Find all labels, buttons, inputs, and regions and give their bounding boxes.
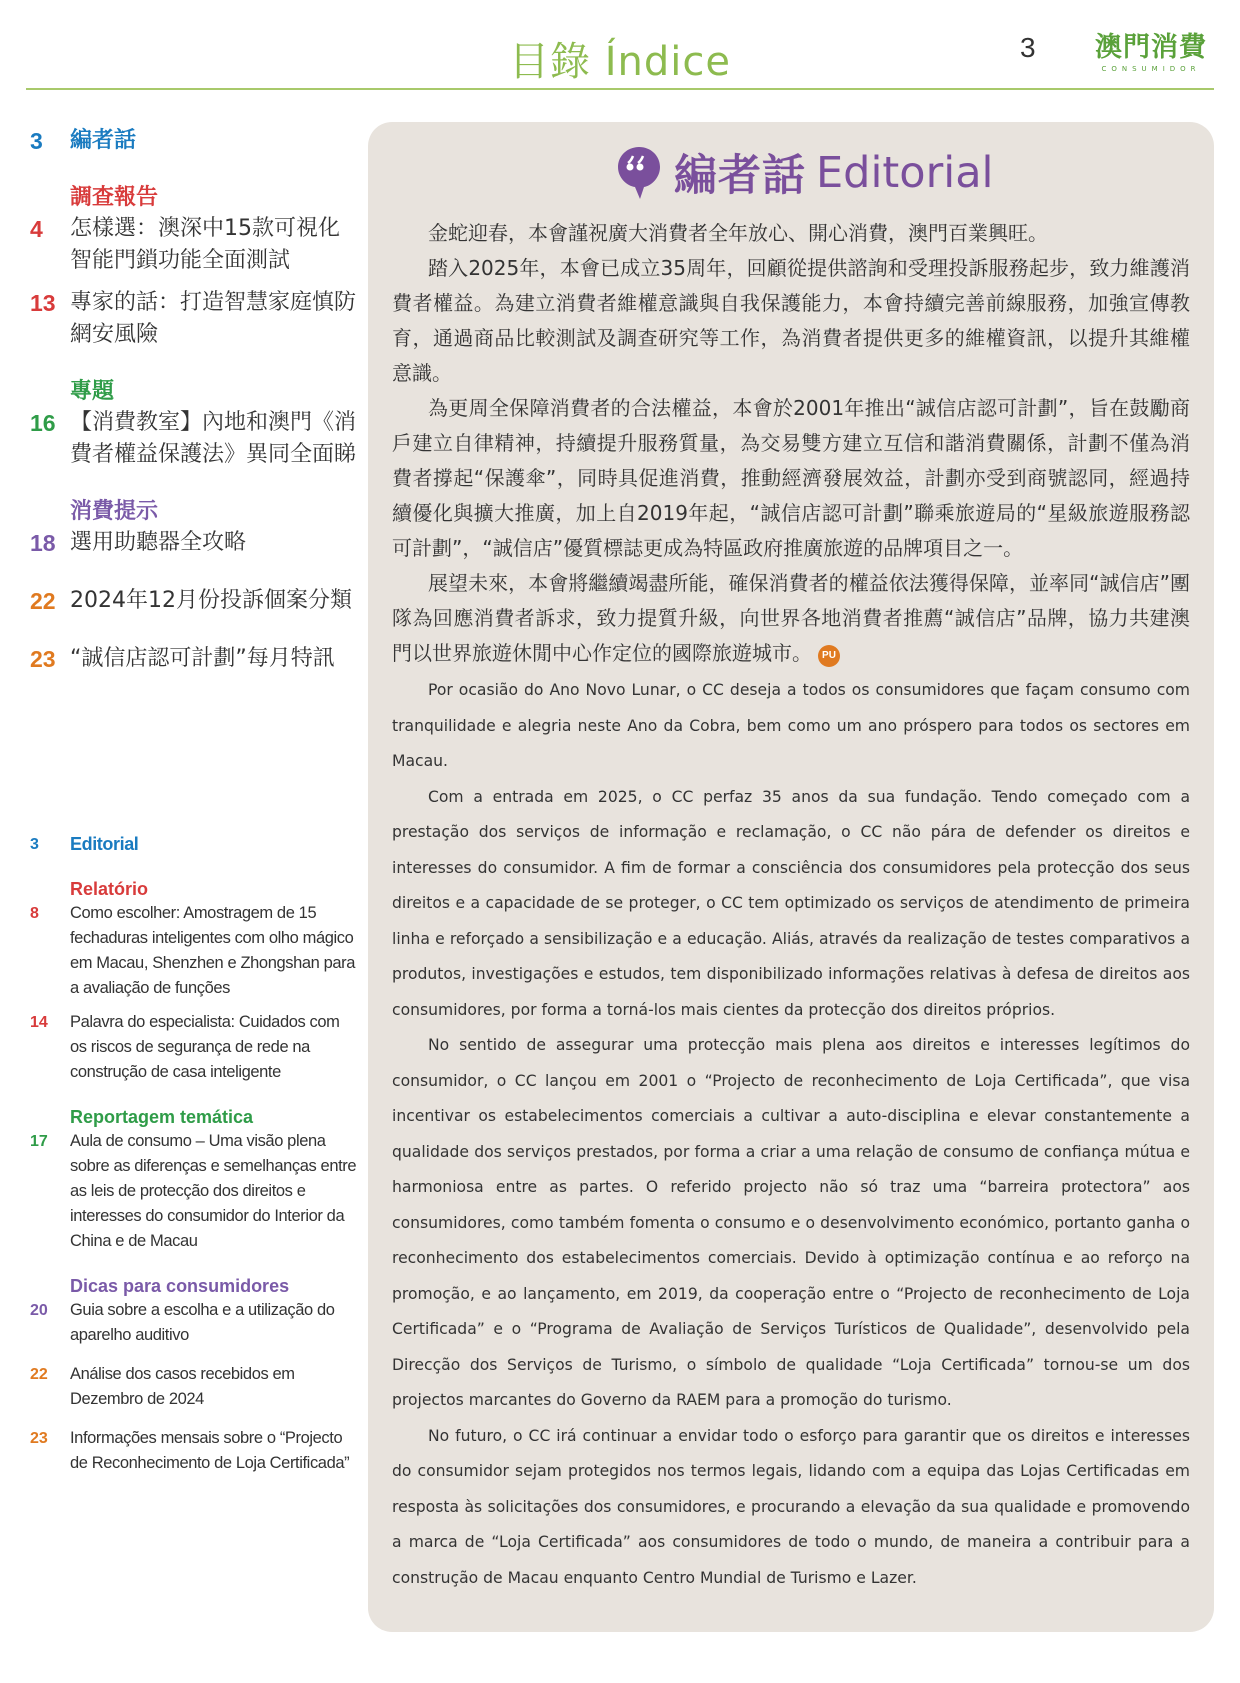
editorial-paragraph-pt: Com a entrada em 2025, o CC perfaz 35 anos da sua fundação. Tendo começado com a prestação dos serviços de informação e reclamação, o CC não pára de defender os direitos e interesses do consumidor. A fim de formar a consciência dos consumidores pela protecção dos seus direitos e a capacidade de se proteger, o CC tem optimizado os serviços de atendimento de primeira linha e reforçado a sensibilização e a educação. Aliás, através da realização de testes comparativos a produtos, investigações e estudos, tem disponibilizado informações relativas à defesa de direitos aos consumidores, por forma a torná-los mais cientes da protecção dos direitos próprios. bbox=[392, 787, 1190, 1019]
toc-entry[interactable] bbox=[30, 125, 360, 157]
logo-main-text: 澳門消費 bbox=[1095, 32, 1207, 63]
toc-entry-title: Guia sobre a escolha e a utilização do aparelho auditivo bbox=[70, 1301, 335, 1344]
toc-section-heading: Relatório bbox=[70, 879, 149, 899]
editorial-paragraph-zh: 金蛇迎春，本會謹祝廣大消費者全年放心、開心消費，澳門百業興旺。 bbox=[428, 221, 1048, 245]
editorial-paragraph-pt: Por ocasião do Ano Novo Lunar, o CC deseja a todos os consumidores que façam consumo com tranquilidade e alegria neste Ano da Cobra, bem como um ano próspero para todos os sectores em Macau. bbox=[392, 681, 1190, 770]
toc-section-heading: 消費提示 bbox=[70, 499, 159, 524]
toc-section-heading: 專題 bbox=[70, 379, 115, 404]
toc-entry[interactable] bbox=[30, 1129, 360, 1254]
toc-page-number: 18 bbox=[30, 530, 56, 556]
page-number: 3 bbox=[1020, 32, 1036, 63]
toc-page-number: 8 bbox=[30, 905, 39, 922]
toc-page-number: 3 bbox=[30, 128, 43, 154]
logo-sub-text: CONSUMIDOR bbox=[1101, 65, 1201, 73]
toc-page-number: 22 bbox=[30, 588, 56, 614]
pu-end-mark-icon: PU bbox=[818, 645, 840, 667]
toc-page-number: 23 bbox=[30, 646, 56, 672]
toc-entry-title: Editorial bbox=[70, 834, 139, 854]
editorial-title-zh: 編者話 bbox=[674, 151, 806, 201]
toc-entry-title: “誠信店認可計劃”每月特訊 bbox=[70, 646, 335, 671]
page-title: 目錄 Índice bbox=[509, 39, 731, 85]
toc-entry[interactable] bbox=[30, 1298, 360, 1348]
editorial-paragraph-pt: No sentido de assegurar uma protecção mais plena aos direitos e interesses legítimos do consumidor, o CC lançou em 2001 o “Projecto de reconhecimento de Loja Certificada”, que visa incentivar os estabelecimentos comerciais a cultivar a auto-disciplina e elevar constantemente a qualidade dos serviços prestados, por forma a criar a uma relação de consumo de confiança mútua e harmoniosa entre as partes. O referido projecto não só traz uma “barreira protectora” aos consumidores, como também fomenta o consumo e o desenvolvimento económico, portanto ganha o reconhecimento dos estabelecimentos comerciais. Devido à optimização contínua e ao reforço na promoção, e ao lançamento, em 2019, da cooperação entre o “Projecto de reconhecimento de Loja Certificada” e o “Programa de Avaliação de Serviços Turísticos de Qualidade”, desenvolvido pela Direcção dos Serviços de Turismo, o símbolo de qualidade “Loja Certificada” tornou-se um dos projectos marcantes do Governo da RAEM para a promoção do turismo. bbox=[392, 1036, 1190, 1409]
toc-entry[interactable] bbox=[30, 287, 360, 351]
toc-page-number: 4 bbox=[30, 216, 43, 242]
toc-entry-title: Informações mensais sobre o “Projecto de Reconhecimento de Loja Certificada” bbox=[70, 1429, 350, 1472]
toc-section-heading: 調查報告 bbox=[70, 185, 159, 210]
toc-entry[interactable] bbox=[30, 527, 360, 559]
toc-entry[interactable] bbox=[30, 832, 360, 857]
editorial-heading bbox=[616, 142, 994, 203]
toc-entry[interactable] bbox=[30, 585, 360, 617]
editorial-paragraph-zh bbox=[392, 566, 1190, 671]
toc-page-number: 23 bbox=[30, 1430, 48, 1447]
editorial-paragraph-pt: No futuro, o CC irá continuar a envidar todo o esforço para garantir que os direitos e interesses do consumidor sejam protegidos nos termos legais, lidando com a equipa das Lojas Certificadas em resposta às solicitações dos consumidores, e procurando a elevação da sua qualidade e promovendo a marca de “Loja Certificada” aos consumidores de todo o mundo, de maneira a contribuir para a construção de Macau enquanto Centro Mundial de Turismo e Lazer. bbox=[392, 1426, 1190, 1587]
page-header bbox=[26, 0, 1214, 90]
toc-entry[interactable] bbox=[30, 901, 360, 1001]
editorial-paragraph-zh: 為更周全保障消費者的合法權益，本會於2001年推出“誠信店認可計劃”，旨在鼓勵商戶建立自律精神，持續提升服務質量，為交易雙方建立互信和諧消費關係，計劃不僅為消費者撐起“保護傘”，同時具促進消費，推動經濟發展效益，計劃亦受到商號認同，經過持續優化與擴大推廣，加上自2019年起，“誠信店認可計劃”聯乘旅遊局的“星級旅遊服務認可計劃”，“誠信店”優質標誌更成為特區政府推廣旅遊的品牌項目之一。 bbox=[392, 396, 1190, 560]
toc-entry-title: Palavra do especialista: Cuidados com os riscos de segurança de rede na construção de casa inteligente bbox=[70, 1013, 340, 1081]
toc-entry-title: 選用助聽器全攻略 bbox=[70, 530, 247, 555]
toc-entry-title: Análise dos casos recebidos em Dezembro de 2024 bbox=[70, 1365, 295, 1408]
toc-portuguese bbox=[30, 832, 360, 1476]
magazine-logo bbox=[1088, 32, 1214, 74]
toc-entry-title: Aula de consumo – Uma visão plena sobre as diferenças e semelhanças entre as leis de protecção dos direitos e interesses do consumidor do Interior da China e de Macau bbox=[70, 1132, 357, 1250]
toc-page-number: 17 bbox=[30, 1133, 48, 1150]
toc-entry[interactable] bbox=[30, 643, 360, 675]
toc-entry[interactable] bbox=[30, 1362, 360, 1412]
toc-entry[interactable] bbox=[30, 407, 360, 471]
toc-entry[interactable] bbox=[30, 1010, 360, 1085]
toc-entry-title: 編者話 bbox=[70, 128, 137, 153]
editorial-paragraph-zh: 踏入2025年，本會已成立35周年，回顧從提供諮詢和受理投訴服務起步，致力維護消費者權益。為建立消費者維權意識與自我保護能力，本會持續完善前線服務，加強宣傳教育，通過商品比較測試及調查研究等工作，為消費者提供更多的維權資訊，以提升其維權意識。 bbox=[392, 256, 1190, 385]
editorial-body bbox=[392, 216, 1190, 1596]
toc-section-heading: Dicas para consumidores bbox=[70, 1276, 290, 1296]
toc-entry-title: Como escolher: Amostragem de 15 fechaduras inteligentes com olho mágico em Macau, Shenzhen e Zhongshan para a avaliação de funções bbox=[70, 904, 356, 997]
toc-entry[interactable] bbox=[30, 1426, 360, 1476]
toc-page-number: 20 bbox=[30, 1302, 48, 1319]
toc-page-number: 14 bbox=[30, 1014, 48, 1031]
editorial-title-en: Editorial bbox=[816, 147, 994, 198]
toc-entry-title: 專家的話：打造智慧家庭慎防網安風險 bbox=[70, 290, 357, 347]
toc-page-number: 22 bbox=[30, 1366, 48, 1383]
toc-page-number: 16 bbox=[30, 410, 56, 436]
toc-page-number: 13 bbox=[30, 290, 56, 316]
editorial-panel bbox=[368, 122, 1214, 1632]
toc-entry-title: 怎樣選：澳深中15款可視化智能門鎖功能全面測試 bbox=[70, 216, 340, 273]
editorial-paragraph-text: 展望未來，本會將繼續竭盡所能，確保消費者的權益依法獲得保障，並率同“誠信店”團隊為回應消費者訴求，致力提質升級，向世界各地消費者推薦“誠信店”品牌，協力共建澳門以世界旅遊休閒中心作定位的國際旅遊城市。 bbox=[392, 571, 1190, 665]
toc-entry-title: 2024年12月份投訴個案分類 bbox=[70, 588, 352, 613]
toc-page-number: 3 bbox=[30, 836, 39, 853]
toc-entry-title: 【消費教室】內地和澳門《消費者權益保護法》異同全面睇 bbox=[70, 410, 357, 467]
speech-bubble-icon bbox=[616, 145, 662, 201]
toc-entry[interactable] bbox=[30, 213, 360, 277]
toc-section-heading: Reportagem temática bbox=[70, 1107, 254, 1127]
toc-chinese bbox=[30, 125, 360, 675]
